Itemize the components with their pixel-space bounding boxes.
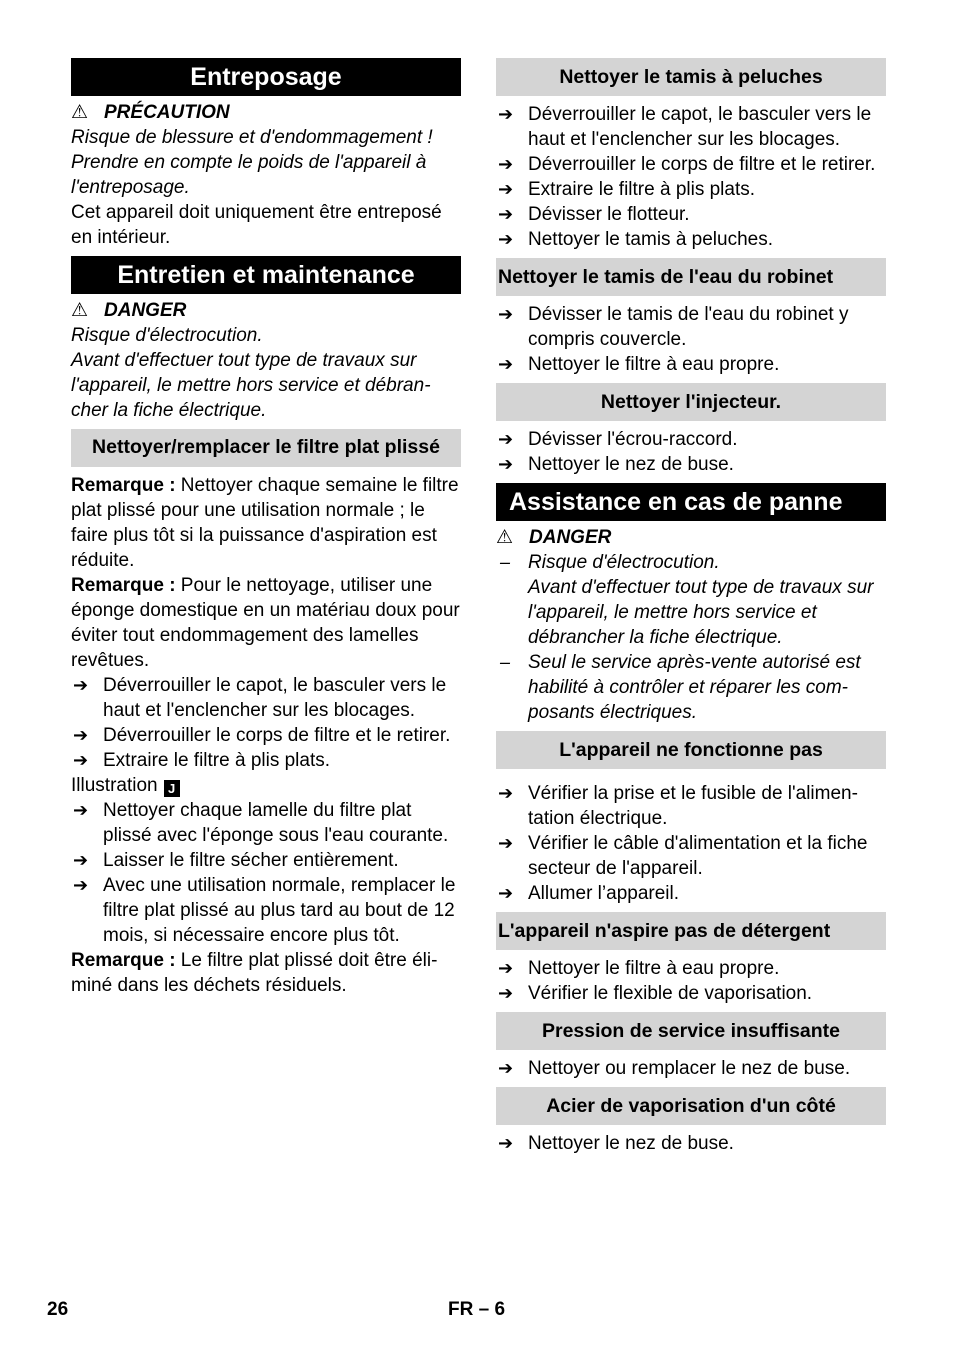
arrow-icon: ➔ [73, 875, 89, 895]
arrow-icon: ➔ [73, 850, 89, 870]
list-item: ➔ Allumer l’appareil. [498, 883, 680, 904]
filter-steps-b [71, 798, 461, 948]
subsection-title-spray-steel: Acier de vaporisation d'un côté [496, 1087, 886, 1125]
filter-steps-a [71, 673, 461, 773]
list-item: ➔ Déverrouiller le capot, le basculer vers le haut et l'enclencher sur les blocages. [498, 104, 872, 150]
arrow-icon: ➔ [498, 429, 514, 449]
list-item: ➔ Nettoyer chaque lamelle du filtre plat plissé avec l'éponge sous l'eau courante. [73, 800, 449, 846]
filter-note-2: Remarque : Pour le nettoyage, utiliser une éponge domestique en un matériau doux pour éviter tout endommagement des lamelles revêtues. [71, 575, 460, 671]
list-item: ➔ Extraire le filtre à plis plats. [498, 179, 756, 200]
arrow-icon: ➔ [498, 833, 514, 853]
warning-danger: ⚠ DANGER [71, 300, 187, 321]
list-item: ➔ Vérifier le câble d'alimentation et la fiche secteur de l'appareil. [498, 833, 868, 879]
subsection-title-pressure: Pression de service insuffisante [496, 1012, 886, 1050]
list-item: ➔ Vérifier le flexible de vaporisation. [498, 983, 813, 1004]
list-item: ➔ Nettoyer le tamis à peluches. [498, 229, 774, 250]
list-item: ➔ Laisser le filtre sécher entièrement. [73, 850, 399, 871]
arrow-icon: ➔ [498, 454, 514, 474]
section-title-troubleshooting: Assistance en cas de panne [496, 483, 886, 521]
list-item: – Seul le service après-vente autorisé est habilité à contrôler et réparer les composants électriques. [500, 652, 861, 723]
dash-icon: – [500, 552, 511, 572]
arrow-icon: ➔ [498, 204, 514, 224]
page-number: 26 [47, 1299, 69, 1320]
arrow-icon: ➔ [498, 104, 514, 124]
arrow-icon: ➔ [498, 783, 514, 803]
arrow-icon: ➔ [498, 179, 514, 199]
injector-steps [496, 427, 886, 477]
lint-steps [496, 102, 886, 252]
section-page-label: FR – 6 [448, 1299, 506, 1320]
arrow-icon: ➔ [73, 800, 89, 820]
list-item: ➔ Dévisser le tamis de l'eau du robinet y compris couvercle. [498, 304, 849, 350]
arrow-icon: ➔ [73, 675, 89, 695]
storage-warning-text: Risque de blessure et d'endommagement ! Prendre en compte le poids de l'appareil à l'entreposage. [71, 127, 433, 198]
tap-steps [496, 302, 886, 377]
filter-note-3: Remarque : Le filtre plat plissé doit être éliminé dans les déchets résiduels. [71, 950, 438, 996]
list-item: ➔ Avec une utilisation normale, remplacer le filtre plat plissé au plus tard au bout de 12 mois, si nécessaire encore plus tôt. [73, 875, 456, 946]
warning-precaution: ⚠ PRÉCAUTION [71, 102, 230, 123]
maintenance-warning-line2: Avant d'effectuer tout type de travaux sur l'appareil, le mettre hors service et débrancher la fiche électrique. [71, 350, 431, 421]
list-item: ➔ Nettoyer le nez de buse. [498, 454, 734, 475]
arrow-icon: ➔ [498, 958, 514, 978]
spray-steel-steps [496, 1131, 886, 1156]
section-title-maintenance: Entretien et maintenance [71, 256, 461, 294]
arrow-icon: ➔ [73, 750, 89, 770]
maintenance-warning-line1: Risque d'électrocution. [71, 325, 263, 346]
list-item: ➔ Vérifier la prise et le fusible de l'alimentation électrique. [498, 783, 858, 829]
subsection-title-no-detergent: L'appareil n'aspire pas de détergent [496, 912, 886, 950]
pressure-steps [496, 1056, 886, 1081]
arrow-icon: ➔ [498, 354, 514, 374]
subsection-title-lint: Nettoyer le tamis à peluches [496, 58, 886, 96]
not-working-steps [496, 781, 886, 906]
right-column [496, 58, 886, 1156]
arrow-icon: ➔ [498, 304, 514, 324]
arrow-icon: ➔ [498, 229, 514, 249]
list-item: ➔ Nettoyer ou remplacer le nez de buse. [498, 1058, 851, 1079]
warning-triangle-icon: ⚠ [71, 102, 89, 123]
list-item: ➔ Extraire le filtre à plis plats. [73, 750, 331, 771]
illustration-reference: Illustration J [71, 773, 461, 798]
subsection-title-not-working: L'appareil ne fonctionne pas [496, 731, 886, 769]
list-item: ➔ Déverrouiller le capot, le basculer vers le haut et l'enclencher sur les blocages. [73, 675, 447, 721]
warning-triangle-icon: ⚠ [496, 527, 514, 548]
section-title-storage: Entreposage [71, 58, 461, 96]
arrow-icon: ➔ [498, 1058, 514, 1078]
arrow-icon: ➔ [498, 883, 514, 903]
dash-icon: – [500, 652, 511, 672]
list-item: ➔ Nettoyer le filtre à eau propre. [498, 958, 780, 979]
illustration-j-badge: J [164, 780, 180, 797]
arrow-icon: ➔ [498, 1133, 514, 1153]
list-item: – Risque d'électrocution. Avant d'effectuer tout type de travaux sur l'appareil, le mettre hors service et débrancher la fiche électrique. [500, 552, 874, 648]
filter-note-1: Remarque : Nettoyer chaque semaine le filtre plat plissé pour une utilisation normale ; le faire plus tôt si la puissance d'aspiration est réduite. [71, 475, 459, 571]
list-item: ➔ Dévisser le flotteur. [498, 204, 690, 225]
subsection-title-filter: Nettoyer/remplacer le filtre plat plissé [71, 429, 461, 467]
arrow-icon: ➔ [73, 725, 89, 745]
trouble-dash-list [496, 550, 886, 725]
list-item: ➔ Déverrouiller le corps de filtre et le retirer. [498, 154, 876, 175]
list-item: ➔ Dévisser l'écrou-raccord. [498, 429, 738, 450]
list-item: ➔ Déverrouiller le corps de filtre et le retirer. [73, 725, 451, 746]
storage-text: Cet appareil doit uniquement être entreposé en intérieur. [71, 202, 442, 248]
list-item: ➔ Nettoyer le nez de buse. [498, 1133, 734, 1154]
subsection-title-tap-filter: Nettoyer le tamis de l'eau du robinet [496, 258, 886, 296]
no-detergent-steps [496, 956, 886, 1006]
warning-triangle-icon: ⚠ [71, 300, 89, 321]
left-column [71, 58, 461, 998]
list-item: ➔ Nettoyer le filtre à eau propre. [498, 354, 780, 375]
arrow-icon: ➔ [498, 154, 514, 174]
warning-danger: ⚠ DANGER [496, 527, 612, 548]
arrow-icon: ➔ [498, 983, 514, 1003]
subsection-title-injector: Nettoyer l'injecteur. [496, 383, 886, 421]
